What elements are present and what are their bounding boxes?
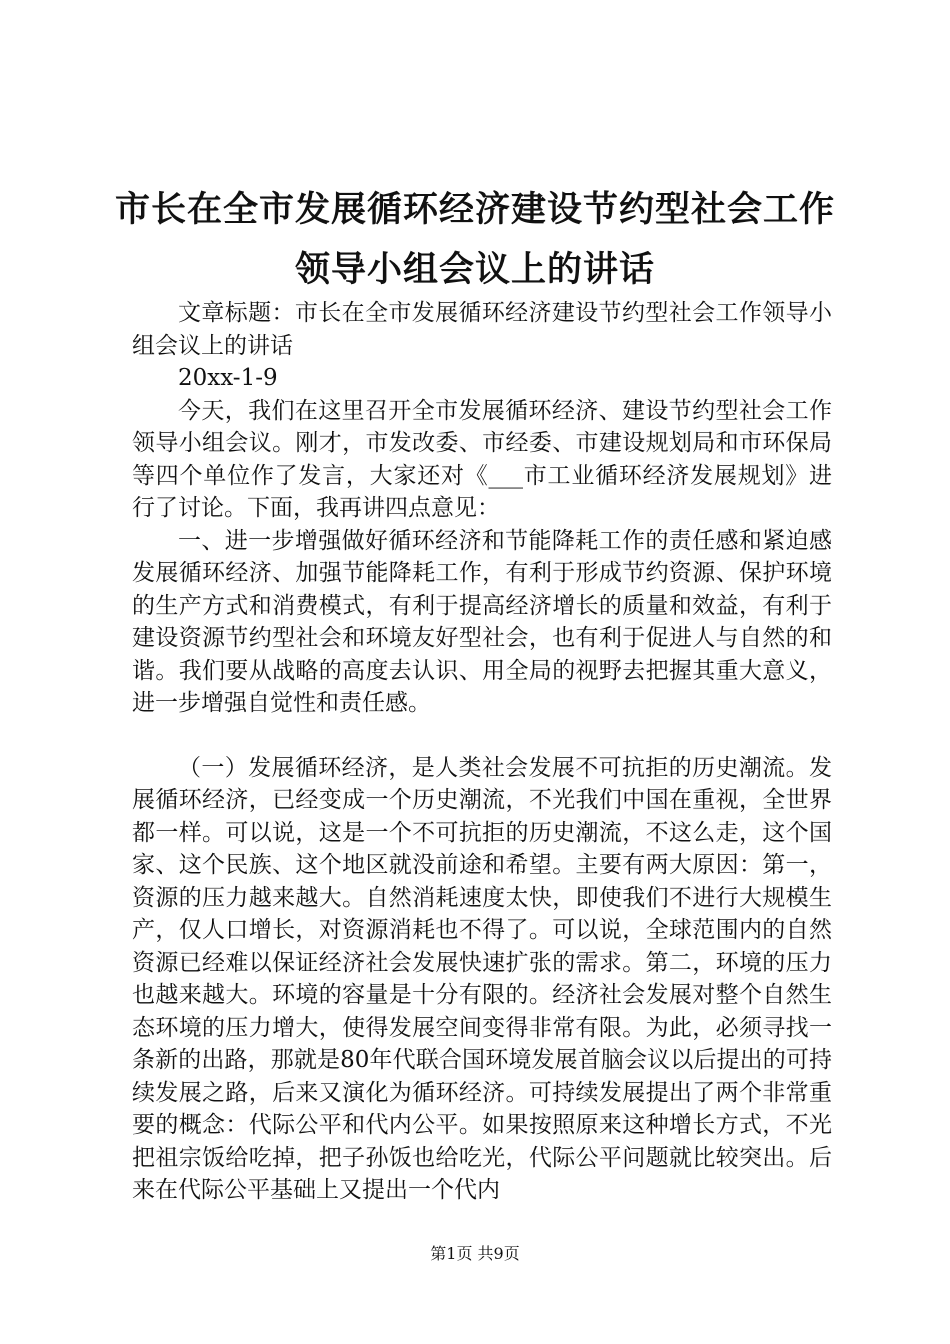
date-paragraph: 20xx-1-9 <box>178 365 278 391</box>
intro-paragraph: 今天，我们在这里召开全市发展循环经济、建设节约型社会工作领导小组会议。刚才，市发改委、市经委、市建设规划局和市环保局等四个单位作了发言，大家还对《___市工业循环经济发展规划》进行了讨论。下面，我再讲四点意见： <box>132 397 832 521</box>
page-number-footer: 第1页 共9页 <box>430 1244 520 1263</box>
document-title-line-1: 市长在全市发展循环经济建设节约型社会工作 <box>114 190 835 230</box>
article-title-paragraph: 文章标题：市长在全市发展循环经济建设节约型社会工作领导小组会议上的讲话 <box>132 300 832 359</box>
document-body <box>132 297 832 1207</box>
section-one-paragraph: 一、进一步增强做好循环经济和节能降耗工作的责任感和紧迫感发展循环经济、加强节能降耗工作，有利于形成节约资源、保护环境的生产方式和消费模式，有利于提高经济增长的质量和效益，有利于建设资源节约型社会和环境友好型社会，也有利于促进人与自然的和谐。我们要从战略的高度去认识、用全局的视野去把握其重大意义，进一步增强自觉性和责任感。 <box>132 527 832 716</box>
document-title-line-2: 领导小组会议上的讲话 <box>294 250 655 290</box>
subsection-one-paragraph: （一）发展循环经济，是人类社会发展不可抗拒的历史潮流。发展循环经济，已经变成一个历史潮流，不光我们中国在重视，全世界都一样。可以说，这是一个不可抗拒的历史潮流，不这么走，这个国家、这个民族、这个地区就没前途和希望。主要有两大原因：第一，资源的压力越来越大。自然消耗速度太快，即使我们不进行大规模生产，仅人口增长，对资源消耗也不得了。可以说，全球范围内的自然资源已经难以保证经济社会发展快速扩张的需求。第二，环境的压力也越来越大。环境的容量是十分有限的。经济社会发展对整个自然生态环境的压力增大，使得发展空间变得非常有限。为此，必须寻找一条新的出路，那就是80年代联合国环境发展首脑会议以后提出的可持续发展之路，后来又演化为循环经济。可持续发展提出了两个非常重要的概念：代际公平和代内公平。如果按照原来这种增长方式，不光把祖宗饭给吃掉，把子孙饭也给吃光，代际公平问题就比较突出。后来在代际公平基础上又提出一个代内 <box>132 754 832 1203</box>
